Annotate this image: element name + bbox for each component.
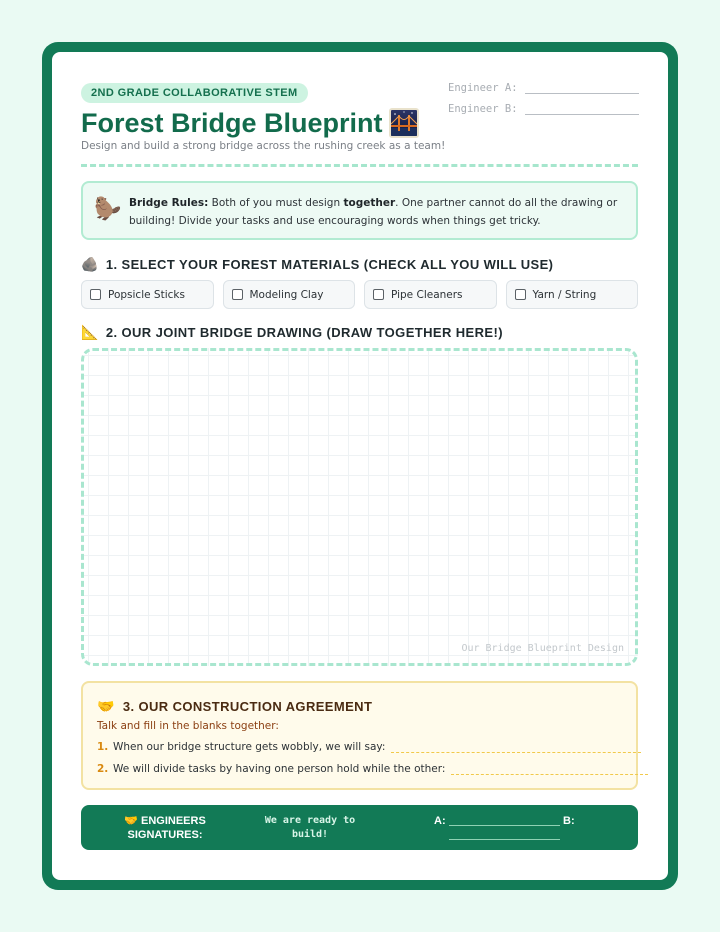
agreement-item: [97, 741, 641, 753]
material-label: Modeling Clay: [249, 288, 324, 301]
bridge-rules-label: Bridge Rules:: [129, 197, 209, 209]
material-yarn-string[interactable]: [506, 280, 639, 309]
engineer-b-label: Engineer B:: [448, 103, 518, 115]
signature-b-label: B:: [563, 815, 575, 827]
beaver-icon: 🦫: [94, 197, 122, 222]
engineer-a-field[interactable]: [448, 82, 639, 94]
bridge-rules-text: [129, 194, 624, 230]
drawing-heading: [81, 324, 503, 341]
agreement-heading: [97, 698, 372, 715]
ready-statement: We are ready to build!: [264, 815, 356, 840]
grade-badge: 2ND GRADE COLLABORATIVE STEM: [81, 83, 308, 103]
agreement-intro: Talk and fill in the blanks together:: [97, 720, 279, 732]
agreement-item: [97, 763, 648, 775]
agreement-item-text: When our bridge structure gets wobbly, we will say:: [113, 741, 386, 753]
agreement-heading-text: 3. OUR CONSTRUCTION AGREEMENT: [122, 699, 373, 714]
material-checkbox[interactable]: [515, 289, 526, 300]
signatures-label-text: ENGINEERS SIGNATURES:: [127, 815, 206, 841]
material-label: Yarn / String: [532, 288, 597, 301]
signature-a-line[interactable]: [449, 825, 560, 826]
engineer-a-blank[interactable]: [525, 84, 639, 94]
material-checkbox[interactable]: [232, 289, 243, 300]
agreement-blank[interactable]: [451, 766, 648, 775]
material-pipe-cleaners[interactable]: [364, 280, 497, 309]
materials-heading: [81, 256, 553, 273]
header-divider: [81, 164, 638, 167]
agreement-blank[interactable]: [391, 744, 641, 753]
drawing-canvas[interactable]: [81, 348, 638, 666]
signature-a-label: A:: [434, 815, 446, 827]
engineer-b-field[interactable]: [448, 103, 639, 115]
signatures-label: [119, 814, 211, 842]
material-checkbox[interactable]: [373, 289, 384, 300]
signature-b-line[interactable]: [449, 839, 560, 840]
agreement-item-number: 1.: [97, 741, 109, 753]
signature-footer: [81, 805, 638, 850]
material-label: Pipe Cleaners: [391, 288, 463, 301]
bridge-rules-text-1: Both of you must design: [208, 197, 344, 209]
page-title: [81, 106, 419, 140]
material-modeling-clay[interactable]: [223, 280, 356, 309]
materials-list: [81, 280, 638, 309]
agreement-item-number: 2.: [97, 763, 109, 775]
golden-gate-bridge-icon: [389, 108, 419, 138]
bridge-rules-text-2: . One partner cannot do all the drawing or building! Divide your tasks and use encouraging words when things get tricky.: [129, 197, 618, 227]
engineer-a-label: Engineer A:: [448, 82, 518, 94]
handshake-icon: 🤝: [124, 815, 138, 827]
handshake-icon: 🤝: [97, 698, 115, 714]
rock-icon: 🪨: [81, 256, 99, 272]
material-checkbox[interactable]: [90, 289, 101, 300]
construction-agreement: [81, 681, 638, 790]
bridge-rules-emphasis: together: [343, 197, 396, 209]
page-subtitle: Design and build a strong bridge across the rushing creek as a team!: [81, 140, 446, 152]
agreement-item-text: We will divide tasks by having one person hold while the other:: [113, 763, 446, 775]
bridge-rules-callout: [81, 181, 638, 240]
drawing-canvas-caption: Our Bridge Blueprint Design: [461, 643, 624, 654]
triangle-ruler-icon: 📐: [81, 324, 99, 340]
materials-heading-text: 1. SELECT YOUR FOREST MATERIALS (CHECK ALL YOU WILL USE): [105, 257, 554, 272]
material-popsicle-sticks[interactable]: [81, 280, 214, 309]
drawing-heading-text: 2. OUR JOINT BRIDGE DRAWING (DRAW TOGETHER HERE!): [105, 325, 503, 340]
material-label: Popsicle Sticks: [108, 288, 185, 301]
engineer-b-blank[interactable]: [525, 105, 639, 115]
page-title-text: Forest Bridge Blueprint: [81, 108, 383, 138]
